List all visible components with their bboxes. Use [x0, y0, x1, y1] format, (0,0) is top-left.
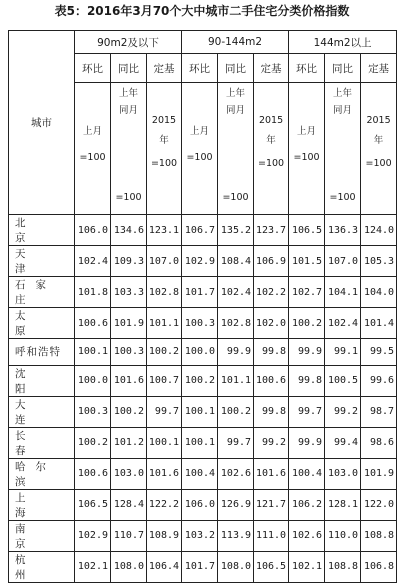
index-value-cell: 110.0 — [325, 520, 361, 551]
base-description-line: =100 — [293, 152, 320, 163]
index-value-cell: 100.2 — [218, 396, 254, 427]
index-value-cell: 108.8 — [361, 520, 397, 551]
index-value-cell: 99.7 — [289, 396, 325, 427]
base-description-huanbi-2 — [289, 83, 325, 215]
index-value-cell: 106.0 — [75, 215, 111, 246]
index-value-cell: 101.6 — [111, 365, 147, 396]
base-description-line: =100 — [329, 192, 356, 203]
index-value-cell: 106.7 — [182, 215, 218, 246]
index-value-cell: 121.7 — [254, 489, 289, 520]
index-value-cell: 102.8 — [147, 277, 182, 308]
index-value-cell: 100.3 — [75, 396, 111, 427]
base-description-line: 年 — [373, 135, 384, 146]
index-value-cell: 102.4 — [218, 277, 254, 308]
index-value-cell: 106.5 — [289, 215, 325, 246]
index-value-cell: 110.7 — [111, 520, 147, 551]
index-value-cell: 106.0 — [182, 489, 218, 520]
city-name: 呼和浩特 — [15, 346, 61, 359]
index-value-cell: 99.7 — [147, 396, 182, 427]
index-value-cell: 102.4 — [75, 246, 111, 277]
city-cell — [9, 427, 75, 458]
index-value-cell: 109.3 — [111, 246, 147, 277]
index-value-cell: 98.6 — [361, 427, 397, 458]
index-value-cell: 100.3 — [182, 308, 218, 339]
index-value-cell: 106.8 — [361, 551, 397, 582]
base-description-line: 2015 — [366, 115, 391, 126]
index-value-cell: 102.6 — [289, 520, 325, 551]
base-description-line: 上年 — [333, 88, 353, 99]
index-value-cell: 108.8 — [325, 551, 361, 582]
base-description-line: 同月 — [118, 105, 138, 116]
base-description-dingji-0 — [147, 83, 182, 215]
city-name: 杭州 — [15, 553, 52, 581]
subheader-tongbi-1: 同比 — [218, 54, 254, 83]
base-description-line: =100 — [79, 152, 106, 163]
index-value-cell: 102.9 — [182, 246, 218, 277]
index-value-cell: 123.1 — [147, 215, 182, 246]
index-value-cell: 100.0 — [75, 365, 111, 396]
index-value-cell: 105.3 — [361, 246, 397, 277]
index-value-cell: 102.8 — [218, 308, 254, 339]
city-cell — [9, 551, 75, 582]
city-cell — [9, 308, 75, 339]
index-value-cell: 128.1 — [325, 489, 361, 520]
index-value-cell: 122.0 — [361, 489, 397, 520]
city-name: 北京 — [15, 217, 52, 244]
index-value-cell: 101.7 — [182, 551, 218, 582]
base-description-line: 上月 — [82, 126, 102, 137]
subheader-huanbi-1: 环比 — [182, 54, 218, 83]
city-cell — [9, 246, 75, 277]
index-value-cell: 100.4 — [289, 458, 325, 489]
index-value-cell: 100.6 — [75, 308, 111, 339]
index-value-cell: 101.1 — [147, 308, 182, 339]
base-description-tongbi-0 — [111, 83, 147, 215]
base-description-line: 上年 — [226, 88, 246, 99]
city-column-header: 城市 — [9, 31, 75, 215]
index-value-cell: 99.8 — [254, 339, 289, 366]
index-value-cell: 111.0 — [254, 520, 289, 551]
table-row — [9, 365, 397, 396]
index-value-cell: 108.0 — [218, 551, 254, 582]
base-description-line: 同月 — [333, 105, 353, 116]
table-title: 表5：2016年3月70个大中城市二手住宅分类价格指数 — [54, 4, 350, 18]
index-value-cell: 134.6 — [111, 215, 147, 246]
index-value-cell: 99.4 — [325, 427, 361, 458]
city-name: 沈阳 — [15, 367, 52, 395]
city-cell — [9, 396, 75, 427]
index-value-cell: 123.7 — [254, 215, 289, 246]
index-value-cell: 99.7 — [218, 427, 254, 458]
subheader-huanbi-0: 环比 — [75, 54, 111, 83]
table-row — [9, 458, 397, 489]
base-description-line: =100 — [257, 158, 285, 169]
index-value-cell: 100.2 — [111, 396, 147, 427]
table-row — [9, 489, 397, 520]
index-value-cell: 99.9 — [218, 339, 254, 366]
index-value-cell: 135.2 — [218, 215, 254, 246]
index-value-cell: 100.6 — [75, 458, 111, 489]
subheader-huanbi-2: 环比 — [289, 54, 325, 83]
index-value-cell: 101.6 — [147, 458, 182, 489]
index-value-cell: 101.6 — [254, 458, 289, 489]
city-cell — [9, 489, 75, 520]
index-value-cell: 126.9 — [218, 489, 254, 520]
city-cell — [9, 277, 75, 308]
index-value-cell: 104.0 — [361, 277, 397, 308]
index-value-cell: 103.0 — [325, 458, 361, 489]
index-value-cell: 100.3 — [111, 339, 147, 366]
price-index-table — [8, 30, 397, 583]
index-value-cell: 107.0 — [147, 246, 182, 277]
subheader-tongbi-0: 同比 — [111, 54, 147, 83]
index-value-cell: 100.2 — [289, 308, 325, 339]
index-value-cell: 99.6 — [361, 365, 397, 396]
subheader-dingji-1: 定基 — [254, 54, 289, 83]
index-value-cell: 104.1 — [325, 277, 361, 308]
base-description-huanbi-1 — [182, 83, 218, 215]
index-value-cell: 101.5 — [289, 246, 325, 277]
city-name: 上海 — [15, 491, 52, 519]
index-value-cell: 101.8 — [75, 277, 111, 308]
index-value-cell: 99.2 — [325, 396, 361, 427]
index-value-cell: 106.4 — [147, 551, 182, 582]
base-description-line: =100 — [222, 192, 249, 203]
index-value-cell: 101.2 — [111, 427, 147, 458]
city-name: 石家庄 — [15, 279, 56, 306]
base-description-line: 上月 — [190, 126, 210, 137]
index-value-cell: 100.1 — [182, 427, 218, 458]
index-value-cell: 99.5 — [361, 339, 397, 366]
index-value-cell: 102.1 — [289, 551, 325, 582]
index-value-cell: 103.2 — [182, 520, 218, 551]
index-value-cell: 102.9 — [75, 520, 111, 551]
index-value-cell: 99.8 — [254, 396, 289, 427]
table-row — [9, 396, 397, 427]
index-value-cell: 101.9 — [361, 458, 397, 489]
index-value-cell: 98.7 — [361, 396, 397, 427]
index-value-cell: 99.8 — [289, 365, 325, 396]
index-value-cell: 103.0 — [111, 458, 147, 489]
base-description-line: 2015 — [151, 115, 177, 126]
index-value-cell: 100.2 — [147, 339, 182, 366]
index-value-cell: 101.7 — [182, 277, 218, 308]
index-value-cell: 100.1 — [147, 427, 182, 458]
base-description-line: =100 — [365, 158, 392, 169]
index-value-cell: 102.0 — [254, 308, 289, 339]
city-name: 南京 — [15, 522, 52, 550]
index-value-cell: 102.4 — [325, 308, 361, 339]
base-description-line: =100 — [150, 158, 178, 169]
index-value-cell: 101.1 — [218, 365, 254, 396]
base-description-tongbi-1 — [218, 83, 254, 215]
index-value-cell: 100.5 — [325, 365, 361, 396]
base-description-line: 上年 — [118, 88, 138, 99]
index-value-cell: 100.7 — [147, 365, 182, 396]
city-name: 太原 — [15, 310, 52, 337]
index-value-cell: 106.2 — [289, 489, 325, 520]
city-cell — [9, 215, 75, 246]
index-value-cell: 108.0 — [111, 551, 147, 582]
table-row — [9, 277, 397, 308]
index-value-cell: 136.3 — [325, 215, 361, 246]
index-value-cell: 100.2 — [182, 365, 218, 396]
city-name: 大连 — [15, 398, 52, 426]
table-row — [9, 339, 397, 366]
table-row — [9, 551, 397, 582]
index-value-cell: 102.6 — [218, 458, 254, 489]
base-description-tongbi-2 — [325, 83, 361, 215]
index-value-cell: 101.9 — [111, 308, 147, 339]
base-description-line: =100 — [186, 152, 213, 163]
subheader-dingji-2: 定基 — [361, 54, 397, 83]
group-header-small: 90m2及以下 — [75, 31, 182, 54]
index-value-cell: 102.1 — [75, 551, 111, 582]
base-description-dingji-1 — [254, 83, 289, 215]
group-header-large: 144m2以上 — [289, 31, 397, 54]
base-description-line: 2015 — [258, 115, 284, 126]
city-cell — [9, 339, 75, 366]
base-description-line: 年 — [266, 135, 276, 146]
table-row — [9, 308, 397, 339]
city-name: 长春 — [15, 429, 52, 457]
city-cell — [9, 458, 75, 489]
index-value-cell: 102.2 — [254, 277, 289, 308]
index-value-cell: 100.1 — [75, 339, 111, 366]
index-value-cell: 108.9 — [147, 520, 182, 551]
index-value-cell: 106.9 — [254, 246, 289, 277]
index-value-cell: 124.0 — [361, 215, 397, 246]
index-value-cell: 106.5 — [75, 489, 111, 520]
base-description-dingji-2 — [361, 83, 397, 215]
city-name: 天津 — [15, 248, 52, 275]
index-value-cell: 99.9 — [289, 427, 325, 458]
subheader-tongbi-2: 同比 — [325, 54, 361, 83]
index-value-cell: 100.0 — [182, 339, 218, 366]
index-value-cell: 103.3 — [111, 277, 147, 308]
index-value-cell: 100.2 — [75, 427, 111, 458]
index-value-cell: 100.4 — [182, 458, 218, 489]
base-description-line: 同月 — [226, 105, 246, 116]
city-cell — [9, 520, 75, 551]
index-value-cell: 128.4 — [111, 489, 147, 520]
index-value-cell: 101.4 — [361, 308, 397, 339]
table-row — [9, 427, 397, 458]
base-description-line: 年 — [159, 135, 169, 146]
base-description-huanbi-0 — [75, 83, 111, 215]
index-value-cell: 99.1 — [325, 339, 361, 366]
index-value-cell: 99.2 — [254, 427, 289, 458]
base-description-line: 上月 — [297, 126, 317, 137]
base-description-line: =100 — [115, 192, 142, 203]
table-row — [9, 246, 397, 277]
index-value-cell: 106.5 — [254, 551, 289, 582]
index-value-cell: 100.1 — [182, 396, 218, 427]
group-header-medium: 90-144m2 — [182, 31, 289, 54]
index-value-cell: 102.7 — [289, 277, 325, 308]
index-value-cell: 122.2 — [147, 489, 182, 520]
index-value-cell: 108.4 — [218, 246, 254, 277]
index-value-cell: 107.0 — [325, 246, 361, 277]
index-value-cell: 113.9 — [218, 520, 254, 551]
city-name: 哈尔滨 — [15, 460, 56, 488]
index-value-cell: 100.6 — [254, 365, 289, 396]
city-cell — [9, 365, 75, 396]
table-row — [9, 215, 397, 246]
index-value-cell: 99.9 — [289, 339, 325, 366]
table-row — [9, 520, 397, 551]
subheader-dingji-0: 定基 — [147, 54, 182, 83]
